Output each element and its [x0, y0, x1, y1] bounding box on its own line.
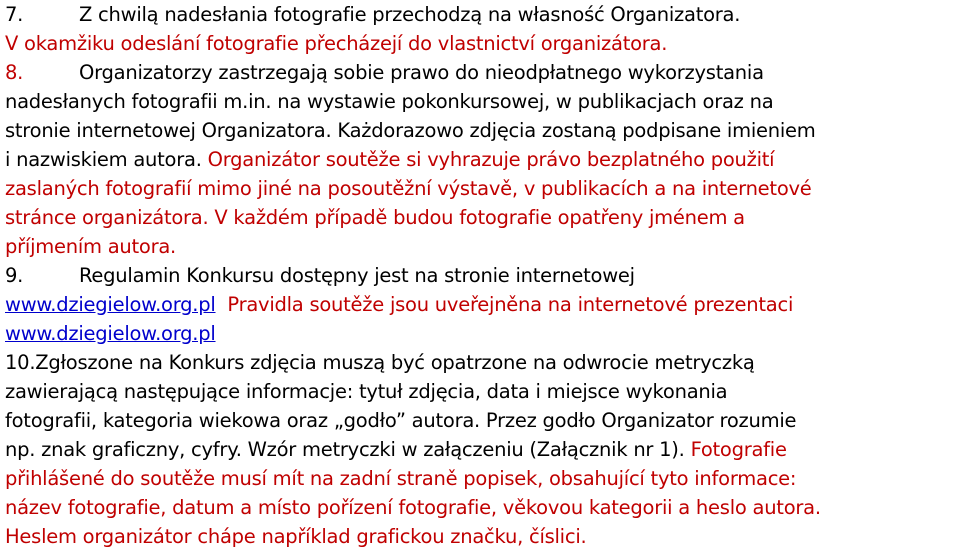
- list-number: 7.: [5, 3, 24, 26]
- text-span: [216, 293, 228, 316]
- website-link[interactable]: www.dziegielow.org.pl: [5, 322, 216, 345]
- list-number: 8.: [5, 61, 24, 84]
- text-span: zawierającą następujące informacje: tytuł zdjęcia, data i miejsce wykonania: [5, 380, 728, 403]
- document-text: [5, 0, 957, 551]
- text-span: stránce organizátora. V každém případě budou fotografie opatřeny jménem a: [5, 206, 745, 229]
- text-line: [5, 232, 957, 261]
- text-span: np. znak graficzny, cyfry. Wzór metryczki w załączeniu (Załącznik nr 1).: [5, 438, 691, 461]
- text-line: [5, 435, 957, 464]
- text-line: [5, 145, 957, 174]
- text-line: [5, 87, 957, 116]
- text-span: V okamžiku odeslání fotografie přecházejí do vlastnictví organizátora.: [5, 32, 668, 55]
- text-span: příjmením autora.: [5, 235, 176, 258]
- text-line: [5, 0, 957, 29]
- text-span: fotografii, kategoria wiekowa oraz „godło” autora. Przez godło Organizator rozumie: [5, 409, 797, 432]
- text-span: Fotografie: [690, 438, 787, 461]
- text-line: [5, 261, 957, 290]
- website-link[interactable]: www.dziegielow.org.pl: [5, 293, 216, 316]
- text-span: název fotografie, datum a místo pořízení fotografie, věkovou kategorii a heslo autora.: [5, 496, 821, 519]
- text-line: [5, 493, 957, 522]
- text-span: Heslem organizátor chápe například grafickou značku, číslici.: [5, 525, 587, 548]
- text-line: [5, 58, 957, 87]
- text-span: Regulamin Konkursu dostępny jest na stronie internetowej: [79, 264, 635, 287]
- text-line: [5, 464, 957, 493]
- text-line: [5, 203, 957, 232]
- list-number: 9.: [5, 264, 24, 287]
- text-span: nadesłanych fotografii m.in. na wystawie pokonkursowej, w publikacjach oraz na: [5, 90, 774, 113]
- text-span: i nazwiskiem autora.: [5, 148, 208, 171]
- text-line: [5, 174, 957, 203]
- text-span: přihlášené do soutěže musí mít na zadní straně popisek, obsahující tyto informace:: [5, 467, 797, 490]
- text-span: stronie internetowej Organizatora. Każdorazowo zdjęcia zostaną podpisane imieniem: [5, 119, 816, 142]
- text-line: [5, 319, 957, 348]
- text-line: [5, 29, 957, 58]
- text-line: [5, 290, 957, 319]
- text-line: [5, 522, 957, 551]
- text-line: [5, 116, 957, 145]
- text-line: [5, 406, 957, 435]
- text-span: zaslaných fotografií mimo jiné na posoutěžní výstavě, v publikacích a na internetové: [5, 177, 812, 200]
- text-span: Organizatorzy zastrzegają sobie prawo do nieodpłatnego wykorzystania: [79, 61, 764, 84]
- text-line: [5, 377, 957, 406]
- text-span: Z chwilą nadesłania fotografie przechodzą na własność Organizatora.: [79, 3, 741, 26]
- text-span: 10.Zgłoszone na Konkurs zdjęcia muszą być opatrzone na odwrocie metryczką: [5, 351, 755, 374]
- text-span: Organizátor soutěže si vyhrazuje právo bezplatného použití: [207, 148, 775, 171]
- text-line: [5, 348, 957, 377]
- text-span: Pravidla soutěže jsou uveřejněna na internetové prezentaci: [227, 293, 794, 316]
